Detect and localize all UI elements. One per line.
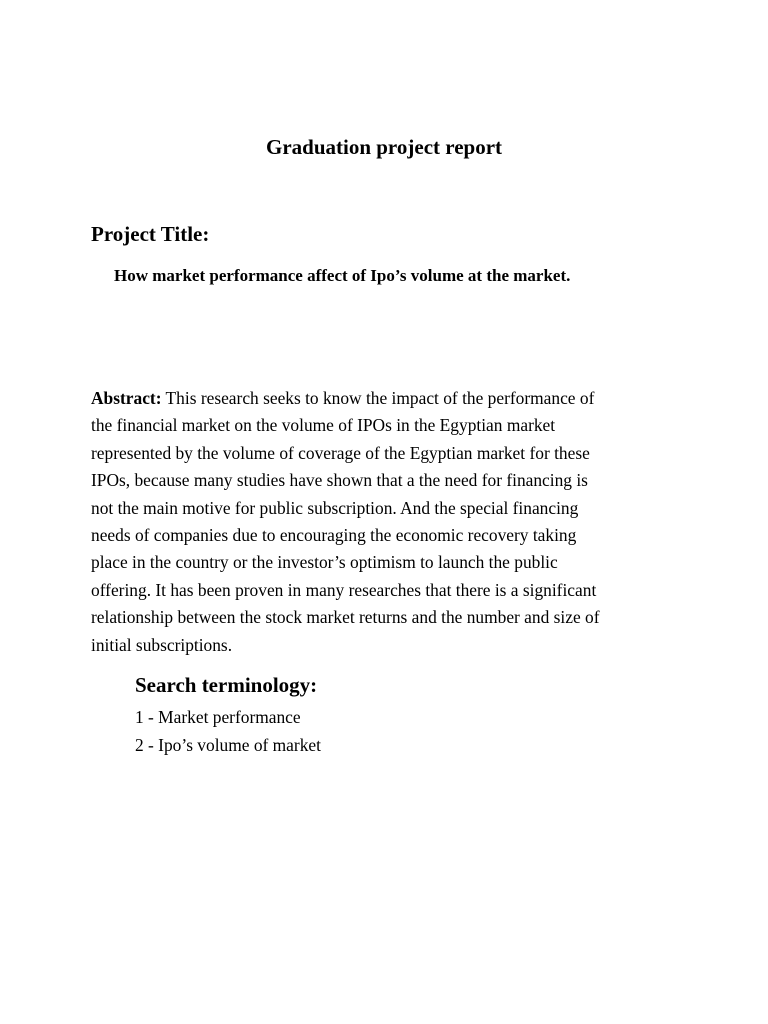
abstract-label: Abstract: [91,388,162,408]
project-title-text: How market performance affect of Ipo’s volume at the market. [114,266,571,285]
abstract-line-1-text: This research seeks to know the impact of the performance of [161,388,595,408]
abstract-line-9: relationship between the stock market returns and the number and size of [91,607,600,628]
search-term-item: 1 - Market performance [135,707,301,727]
project-title-heading: Project Title: [91,222,210,246]
abstract-line-5: not the main motive for public subscription. And the special financing [91,497,579,518]
abstract-line-2: the financial market on the volume of IPOs in the Egyptian market [91,415,556,436]
abstract-paragraph [91,385,691,659]
search-terminology-heading: Search terminology: [135,673,318,697]
abstract-line-6: needs of companies due to encouraging the economic recovery taking [91,525,577,546]
abstract-line-7: place in the country or the investor’s optimism to launch the public [91,552,558,573]
abstract-line-10: initial subscriptions. [91,634,233,655]
abstract-line-1 [91,385,691,412]
search-terminology-list [135,703,321,759]
search-term-item: 2 - Ipo’s volume of market [135,735,321,755]
abstract-line-8: offering. It has been proven in many researches that there is a significant [91,579,597,600]
abstract-line-3: represented by the volume of coverage of the Egyptian market for these [91,442,590,463]
abstract-line-4: IPOs, because many studies have shown that a the need for financing is [91,470,588,491]
document-title: Graduation project report [265,135,503,159]
